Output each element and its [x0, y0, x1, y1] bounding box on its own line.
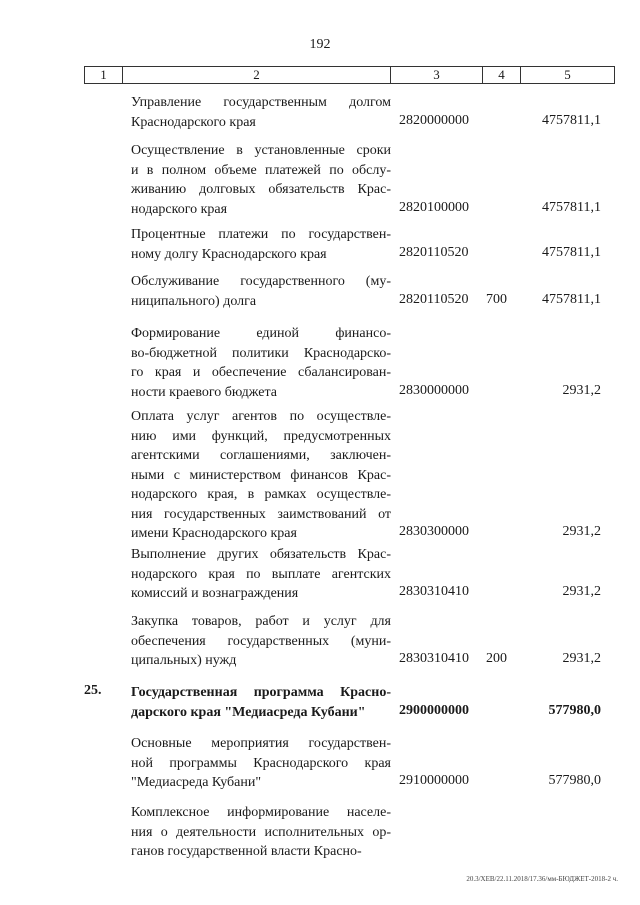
description-line: Осуществление в установленные сроки: [131, 143, 391, 158]
description-line: Формирование единой финансо-: [131, 326, 391, 341]
row-amount: 2931,2: [562, 651, 601, 666]
row-description: [131, 612, 391, 671]
row-description: [131, 407, 391, 544]
row-code: 2820000000: [399, 112, 469, 128]
description-line: ному долгу Краснодарского края: [131, 246, 327, 262]
description-line: Основные мероприятия государствен-: [131, 736, 391, 751]
row-amount: 577980,0: [548, 773, 601, 788]
row-amount: 4757811,1: [542, 112, 601, 128]
description-line: Закупка товаров, работ и услуг для: [131, 614, 391, 629]
row-expense-type: 200: [486, 651, 507, 666]
row-amount: 2931,2: [562, 524, 601, 539]
row-number: 25.: [84, 683, 102, 698]
row-description: [131, 93, 391, 132]
row-description: [131, 683, 391, 722]
header-col-5: 5: [564, 67, 571, 82]
header-col-4: 4: [483, 67, 521, 83]
row-amount: 2931,2: [562, 584, 601, 599]
row-code: 2830310410: [399, 584, 469, 599]
row-description: [131, 272, 391, 311]
description-line: ния государственных заимствований от: [131, 506, 391, 522]
description-line: ности краевого бюджета: [131, 384, 278, 400]
header-col-2: 2: [123, 67, 391, 83]
description-line: во-бюджетной политики Краснодарско-: [131, 345, 391, 361]
row-description: [131, 225, 391, 264]
description-line: Оплата услуг агентов по осуществле-: [131, 409, 391, 424]
header-col-1: 1: [85, 67, 123, 83]
row-code: 2900000000: [399, 702, 469, 718]
row-description: [131, 545, 391, 604]
description-line: "Медиасреда Кубани": [131, 775, 262, 790]
description-line: Государственная программа Красно-: [131, 685, 391, 700]
description-line: нодарского края, в рамках осуществле-: [131, 487, 391, 502]
row-description: [131, 141, 391, 219]
description-line: обеспечения государственных (муни-: [131, 633, 391, 649]
document-footer: 20.3/ХЕВ/22.11.2018/17.36/мм-БЮДЖЕТ-2018-2 ч.: [466, 875, 618, 883]
description-line: ния о деятельности исполнительных ор-: [131, 824, 391, 840]
row-code: 2910000000: [399, 773, 469, 788]
description-line: Комплексное информирование населе-: [131, 805, 391, 820]
description-line: живанию долговых обязательств Крас-: [131, 182, 391, 197]
row-amount: 577980,0: [548, 702, 601, 718]
description-line: комиссий и вознаграждения: [131, 586, 299, 601]
row-amount: 4757811,1: [542, 291, 601, 307]
row-code: 2830000000: [399, 382, 469, 398]
description-line: го края и обеспечение сбалансирован-: [131, 365, 391, 380]
description-line: ной программы Краснодарского края: [131, 755, 391, 771]
description-line: ниципального) долга: [131, 293, 257, 309]
row-description: [131, 324, 391, 402]
row-amount: 2931,2: [562, 382, 601, 398]
row-description: [131, 803, 391, 862]
row-code: 2830300000: [399, 524, 469, 539]
description-line: Процентные платежи по государствен-: [131, 227, 391, 242]
description-line: агентскими соглашениями, заключен-: [131, 448, 391, 463]
description-line: Выполнение других обязательств Крас-: [131, 547, 391, 562]
description-line: нию ими функций, предусмотренных: [131, 428, 391, 444]
row-code: 2820100000: [399, 199, 469, 215]
row-code: 2830310410: [399, 651, 469, 666]
description-line: имени Краснодарского края: [131, 526, 297, 541]
description-line: нодарского края по выплате агентских: [131, 566, 391, 582]
header-col-3: 3: [391, 67, 483, 83]
description-line: дарского края "Медиасреда Кубани": [131, 704, 366, 720]
description-line: нодарского края: [131, 201, 228, 217]
description-line: Обслуживание государственного (му-: [131, 274, 391, 289]
description-line: ганов государственной власти Красно-: [131, 844, 362, 859]
description-line: Управление государственным долгом: [131, 95, 391, 110]
row-expense-type: 700: [486, 291, 507, 307]
page-number: 192: [309, 37, 331, 52]
row-code: 2820110520: [399, 244, 469, 260]
row-description: [131, 734, 391, 793]
row-amount: 4757811,1: [542, 199, 601, 215]
description-line: ципальных) нужд: [131, 653, 237, 668]
row-code: 2820110520: [399, 291, 469, 307]
description-line: ными с министерством финансов Крас-: [131, 467, 391, 483]
description-line: и в полном объеме платежей по обслу-: [131, 162, 391, 178]
row-amount: 4757811,1: [542, 244, 601, 260]
table-header: [84, 66, 615, 84]
description-line: Краснодарского края: [131, 114, 256, 130]
